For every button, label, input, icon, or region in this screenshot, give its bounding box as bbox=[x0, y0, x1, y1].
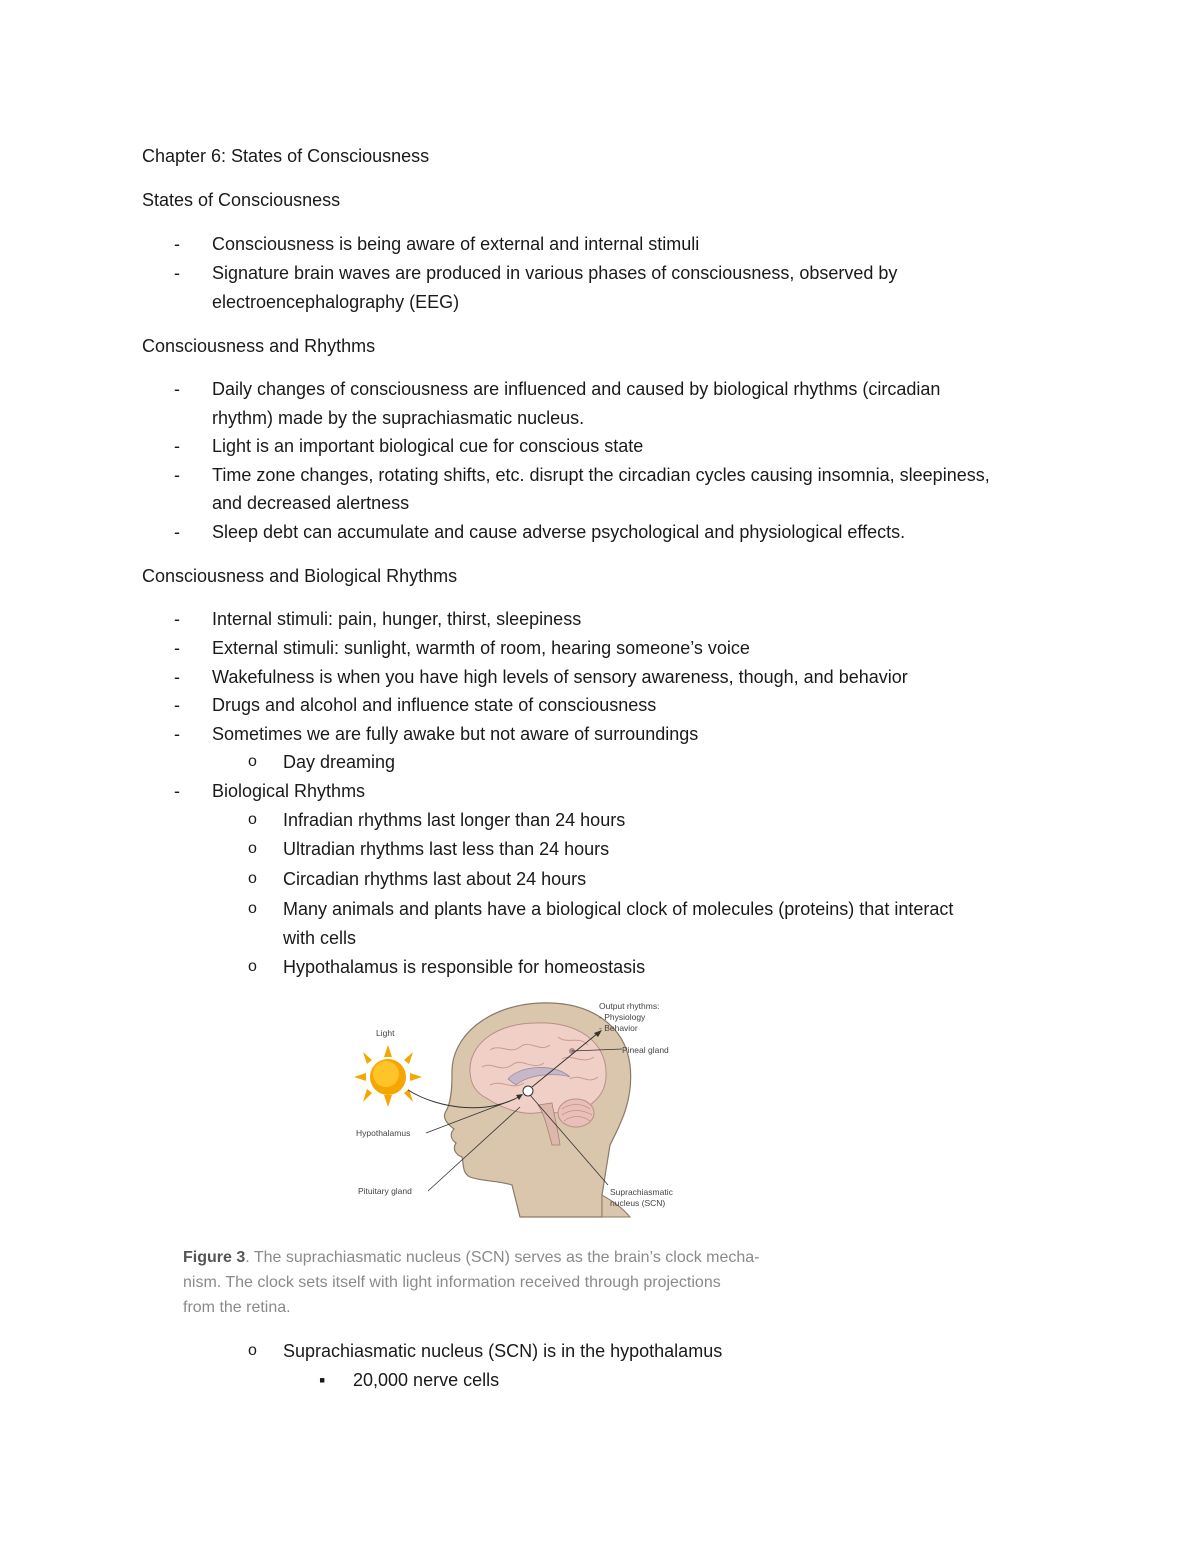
physiology-label: - Physiology bbox=[599, 1012, 646, 1022]
sun-icon bbox=[354, 1045, 422, 1107]
dash-bullet: - bbox=[174, 379, 180, 399]
dash-bullet: - bbox=[174, 263, 180, 283]
hypothalamus-label: Hypothalamus bbox=[356, 1128, 411, 1138]
light-label: Light bbox=[376, 1028, 395, 1038]
dash-bullet: - bbox=[174, 667, 180, 687]
circle-bullet: o bbox=[248, 1342, 257, 1359]
dash-bullet: - bbox=[174, 234, 180, 254]
circle-bullet: o bbox=[248, 840, 257, 857]
section-heading: Consciousness and Biological Rhythms bbox=[142, 566, 458, 586]
scn-label-line2: nucleus (SCN) bbox=[610, 1198, 666, 1208]
circle-bullet: o bbox=[248, 753, 257, 770]
scn-marker bbox=[523, 1086, 533, 1096]
figure-caption-line: nism. The clock sets itself with light information received through projections bbox=[183, 1274, 721, 1291]
figure-caption-line: from the retina. bbox=[183, 1299, 291, 1316]
pituitary-label: Pituitary gland bbox=[358, 1186, 412, 1196]
output-rhythms-label: Output rhythms: bbox=[599, 1001, 660, 1011]
circle-bullet: o bbox=[248, 958, 257, 975]
dash-bullet: - bbox=[174, 695, 180, 715]
dash-bullet: - bbox=[174, 724, 180, 744]
dash-bullet: - bbox=[174, 465, 180, 485]
dash-bullet: - bbox=[174, 781, 180, 801]
dash-bullet: - bbox=[174, 522, 180, 542]
brain-clock-figure bbox=[340, 995, 700, 1220]
circle-bullet: o bbox=[248, 811, 257, 828]
behavior-label: - Behavior bbox=[599, 1023, 638, 1033]
section-heading: States of Consciousness bbox=[142, 190, 341, 210]
dash-bullet: - bbox=[174, 609, 180, 629]
dash-bullet: - bbox=[174, 436, 180, 456]
section-heading: Consciousness and Rhythms bbox=[142, 336, 376, 356]
dash-bullet: - bbox=[174, 638, 180, 658]
figure-caption: Figure 3. The suprachiasmatic nucleus (SCN) serves as the brain’s clock mecha- bbox=[183, 1249, 760, 1266]
square-bullet: ▪ bbox=[319, 1370, 326, 1390]
circle-bullet: o bbox=[248, 870, 257, 887]
circle-bullet: o bbox=[248, 900, 257, 917]
page-title: Chapter 6: States of Consciousness bbox=[142, 146, 430, 166]
pineal-gland-label: Pineal gland bbox=[622, 1045, 669, 1055]
scn-label-line1: Suprachiasmatic bbox=[610, 1187, 673, 1197]
